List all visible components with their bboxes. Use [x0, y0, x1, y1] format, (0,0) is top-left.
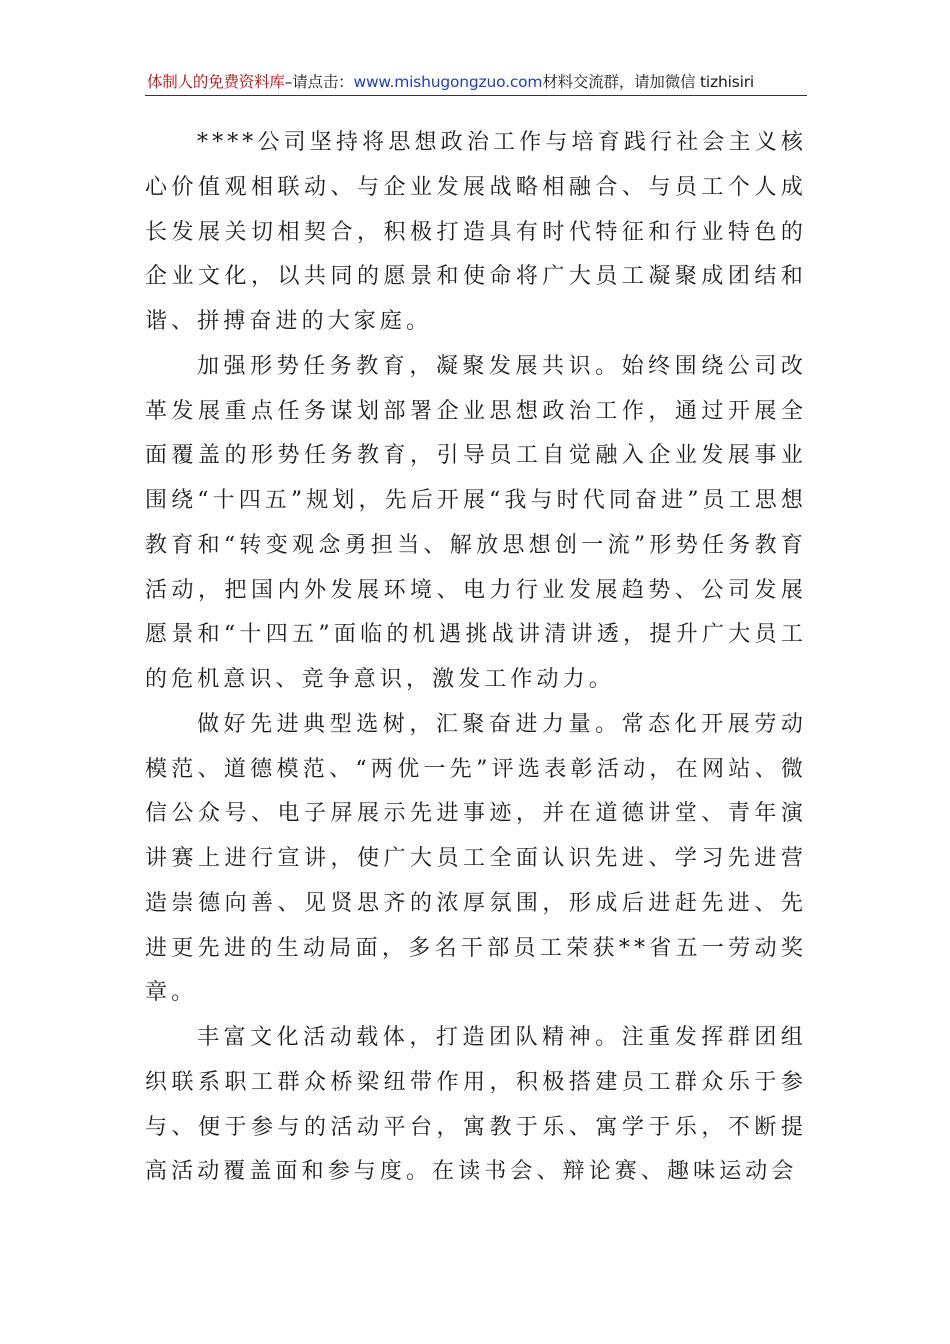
header-divider — [145, 95, 807, 96]
paragraph-intro: ****公司坚持将思想政治工作与培育践行社会主义核心价值观相联动、与企业发展战略相融合、与员工个人成长发展关切相契合，积极打造具有时代特征和行业特色的企业文化，以共同的愿景和使命将广大员工凝聚成团结和谐、拼搏奋进的大家庭。 — [145, 130, 807, 334]
paragraph-situation-education: 加强形势任务教育，凝聚发展共识。始终围绕公司改革发展重点任务谋划部署企业思想政治工作，通过开展全面覆盖的形势任务教育，引导员工自觉融入企业发展事业围绕“十四五”规划，先后开展“我与时代同奋进”员工思想教育和“转变观念勇担当、解放思想创一流”形势任务教育活动，把国内外发展环境、电力行业发展趋势、公司发展愿景和“十四五”面临的机遇挑战讲清讲透，提升广大员工的危机意识、竞争意识，激发工作动力。 — [145, 353, 807, 692]
header-prompt: –请点击： — [284, 73, 354, 91]
document-body — [145, 121, 807, 1195]
header-suffix: 材料交流群，请加微信 tizhisiri — [542, 73, 754, 91]
paragraph-cultural-activities: 丰富文化活动载体，打造团队精神。注重发挥群团组织联系职工群众桥梁纽带作用，积极搭建员工群众乐于参与、便于参与的活动平台，寓教于乐、寓学于乐，不断提高活动覆盖面和参与度。在读书会、辩论赛、趣味运动会 — [145, 1025, 807, 1185]
paragraph-advanced-models: 做好先进典型选树，汇聚奋进力量。常态化开展劳动模范、道德模范、“两优一先”评选表彰活动，在网站、微信公众号、电子屏展示先进事迹，并在道德讲堂、青年演讲赛上进行宣讲，使广大员工全面认识先进、学习先进营造崇德向善、见贤思齐的浓厚氛围，形成后进赶先进、先进更先进的生动局面，多名干部员工荣获**省五一劳动奖章。 — [145, 711, 807, 1006]
header-url-link[interactable]: www.mishugongzuo.com — [353, 73, 543, 91]
header-brand: 体制人的免费资料库 — [147, 73, 285, 91]
page-header — [147, 68, 807, 96]
